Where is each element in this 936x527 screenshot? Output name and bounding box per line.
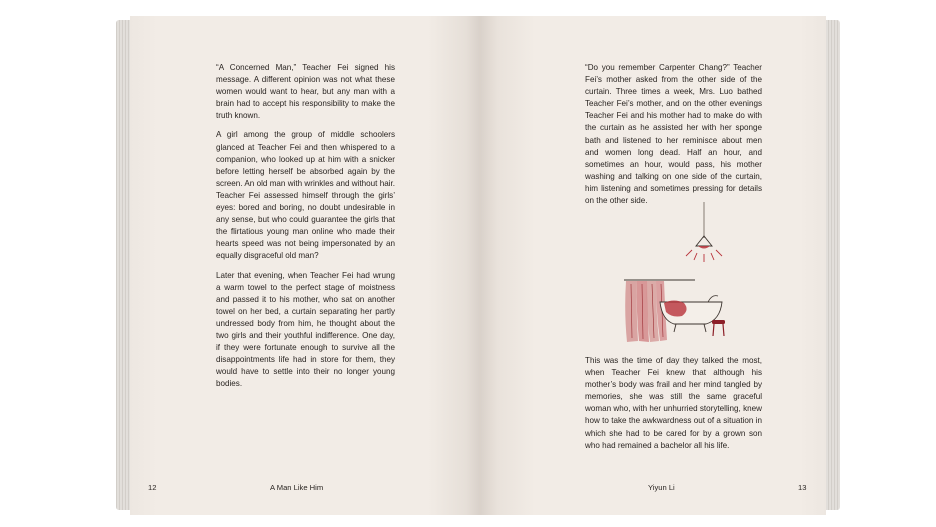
shower-curtain <box>625 281 667 342</box>
open-book <box>116 16 840 515</box>
right-bottom-paragraph: This was the time of day they talked the most, when Teacher Fei knew that although his mother’s body was frail and her mind tangled by memories, she was still the same graceful woman who, with her unhurried storytelling, knew how to take the awkwardness out of a situation in which she had to be cared for by a grown son who had remained a bachelor all his life. <box>585 356 762 450</box>
running-author: Yiyun Li <box>648 483 675 492</box>
right-top-paragraph: “Do you remember Carpenter Chang?” Teacher Fei’s mother asked from the other side of the curtain. Three times a week, Mrs. Luo bathed Teacher Fei’s mother, and on the other evenings Teacher Fei and his mother had to make do with the curtain as he assisted her with her sponge bath and listened to her reminisce about men and women long dead. Half an hour, and sometimes an hour, would pass, his mother washing and talking on one side of the curtain, him listening and sometimes pressing for details on the other side. <box>585 63 762 206</box>
right-page-number: 13 <box>798 483 807 492</box>
running-title: A Man Like Him <box>270 483 324 492</box>
left-page-text <box>216 62 395 397</box>
left-paragraph-1: “A Concerned Man,” Teacher Fei signed his message. A different opinion was not what these women would want to hear, but any man with a brain had to accept his responsibility to make the truth known. <box>216 63 395 121</box>
left-page <box>130 16 480 515</box>
ceiling-lamp-icon <box>686 202 722 262</box>
right-page <box>480 16 826 515</box>
bathtub-illustration <box>612 202 747 342</box>
left-paragraph-2: A girl among the group of middle schoolers glanced at Teacher Fei and then whispered to a companion, who looked up at him with a snicker before letting herself be absorbed again by the screen. An old man with wrinkles and without hair. Teacher Fei assessed himself through the girls’ eyes: bored and boring, no doubt undesirable in any sense, but who could guarantee the girls that the flirtatious young man online who made their hearts speed was not being impersonated by an equally disgraceful old man? <box>216 130 395 261</box>
left-paragraph-3: Later that evening, when Teacher Fei had wrung a warm towel to the perfect stage of moistness and passed it to his mother, who sat on another towel on her bed, a curtain separating her partly undressed body from him, he thought about the two girls and their youthful indifference. One day, if they were fortunate enough to survive all the disappointments life had in store for them, they would have to settle into their no longer young bodies. <box>216 270 395 389</box>
stool-icon <box>712 320 725 336</box>
bathtub-icon <box>660 296 722 332</box>
left-page-number: 12 <box>148 483 157 492</box>
